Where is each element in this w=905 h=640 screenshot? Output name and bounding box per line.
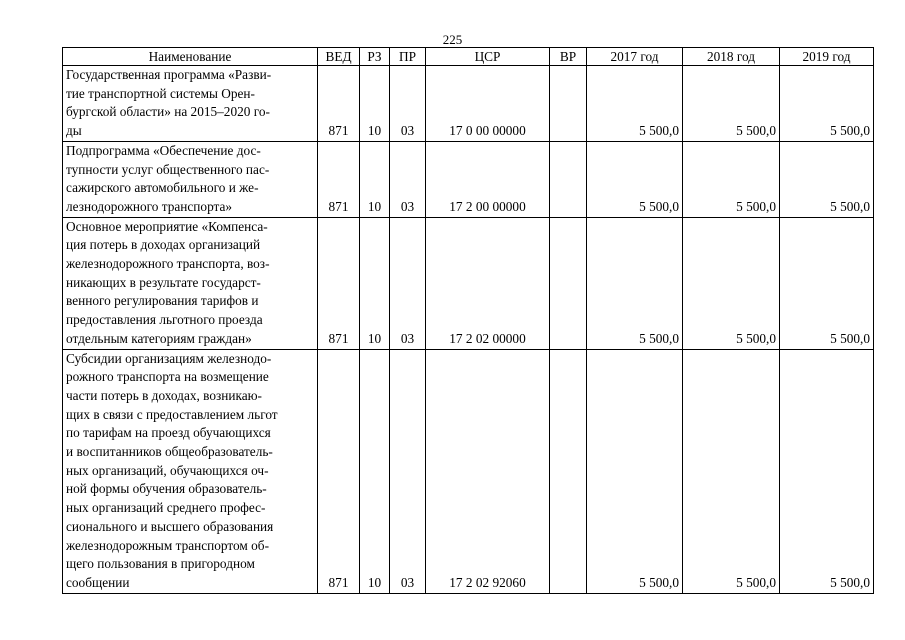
row-vr	[550, 141, 587, 217]
row-2017: 5 500,0	[587, 349, 683, 593]
row-ved: 871	[318, 141, 360, 217]
row-name: Основное мероприятие «Компенса- ция потерь в доходах организаций железнодорожного транспорта, воз- никающих в результате государст- венного регулирования тарифов и предоставления льготного проезда отдельным категориям граждан»	[63, 217, 318, 349]
row-vr	[550, 349, 587, 593]
page-number: 225	[442, 32, 463, 47]
row-vr	[550, 217, 587, 349]
row-2018: 5 500,0	[683, 349, 780, 593]
row-pr: 03	[390, 349, 426, 593]
header-2019: 2019 год	[780, 48, 874, 66]
row-pr: 03	[390, 141, 426, 217]
budget-table	[62, 47, 874, 594]
table-row	[63, 141, 874, 217]
table-row	[63, 217, 874, 349]
table-row	[63, 349, 874, 593]
row-ved: 871	[318, 349, 360, 593]
row-vr	[550, 66, 587, 142]
row-name: Подпрограмма «Обеспечение дос- тупности услуг общественного пас- сажирского автомобильного и же- лезнодорожного транспорта»	[63, 141, 318, 217]
row-2019: 5 500,0	[780, 66, 874, 142]
row-ved: 871	[318, 66, 360, 142]
row-2018: 5 500,0	[683, 217, 780, 349]
header-2017: 2017 год	[587, 48, 683, 66]
header-vr: ВР	[550, 48, 587, 66]
header-rz: РЗ	[360, 48, 390, 66]
row-pr: 03	[390, 66, 426, 142]
row-rz: 10	[360, 349, 390, 593]
header-2018: 2018 год	[683, 48, 780, 66]
row-2018: 5 500,0	[683, 66, 780, 142]
row-csr: 17 2 02 92060	[426, 349, 550, 593]
row-2019: 5 500,0	[780, 349, 874, 593]
row-csr: 17 0 00 00000	[426, 66, 550, 142]
row-rz: 10	[360, 217, 390, 349]
header-csr: ЦСР	[426, 48, 550, 66]
row-2017: 5 500,0	[587, 141, 683, 217]
row-2019: 5 500,0	[780, 141, 874, 217]
row-name: Субсидии организациям железнодо- рожного транспорта на возмещение части потерь в доходах, возникаю- щих в связи с предоставлением льгот по тарифам на проезд обучающихся и воспитанников общеобразователь- ных организаций, обучающихся оч- ной формы обучения образователь- ных организаций среднего профес- сионального и высшего образования железнодорожным транспортом об- щего пользования в пригородном сообщении	[63, 349, 318, 593]
row-2018: 5 500,0	[683, 141, 780, 217]
row-2017: 5 500,0	[587, 66, 683, 142]
row-2017: 5 500,0	[587, 217, 683, 349]
row-pr: 03	[390, 217, 426, 349]
header-pr: ПР	[390, 48, 426, 66]
row-ved: 871	[318, 217, 360, 349]
row-csr: 17 2 00 00000	[426, 141, 550, 217]
row-2019: 5 500,0	[780, 217, 874, 349]
table-row	[63, 66, 874, 142]
table-header-row	[63, 48, 874, 66]
header-name: Наименование	[63, 48, 318, 66]
header-ved: ВЕД	[318, 48, 360, 66]
row-rz: 10	[360, 66, 390, 142]
row-rz: 10	[360, 141, 390, 217]
row-csr: 17 2 02 00000	[426, 217, 550, 349]
row-name: Государственная программа «Разви- тие транспортной системы Орен- бургской области» на 2015–2020 го- ды	[63, 66, 318, 142]
